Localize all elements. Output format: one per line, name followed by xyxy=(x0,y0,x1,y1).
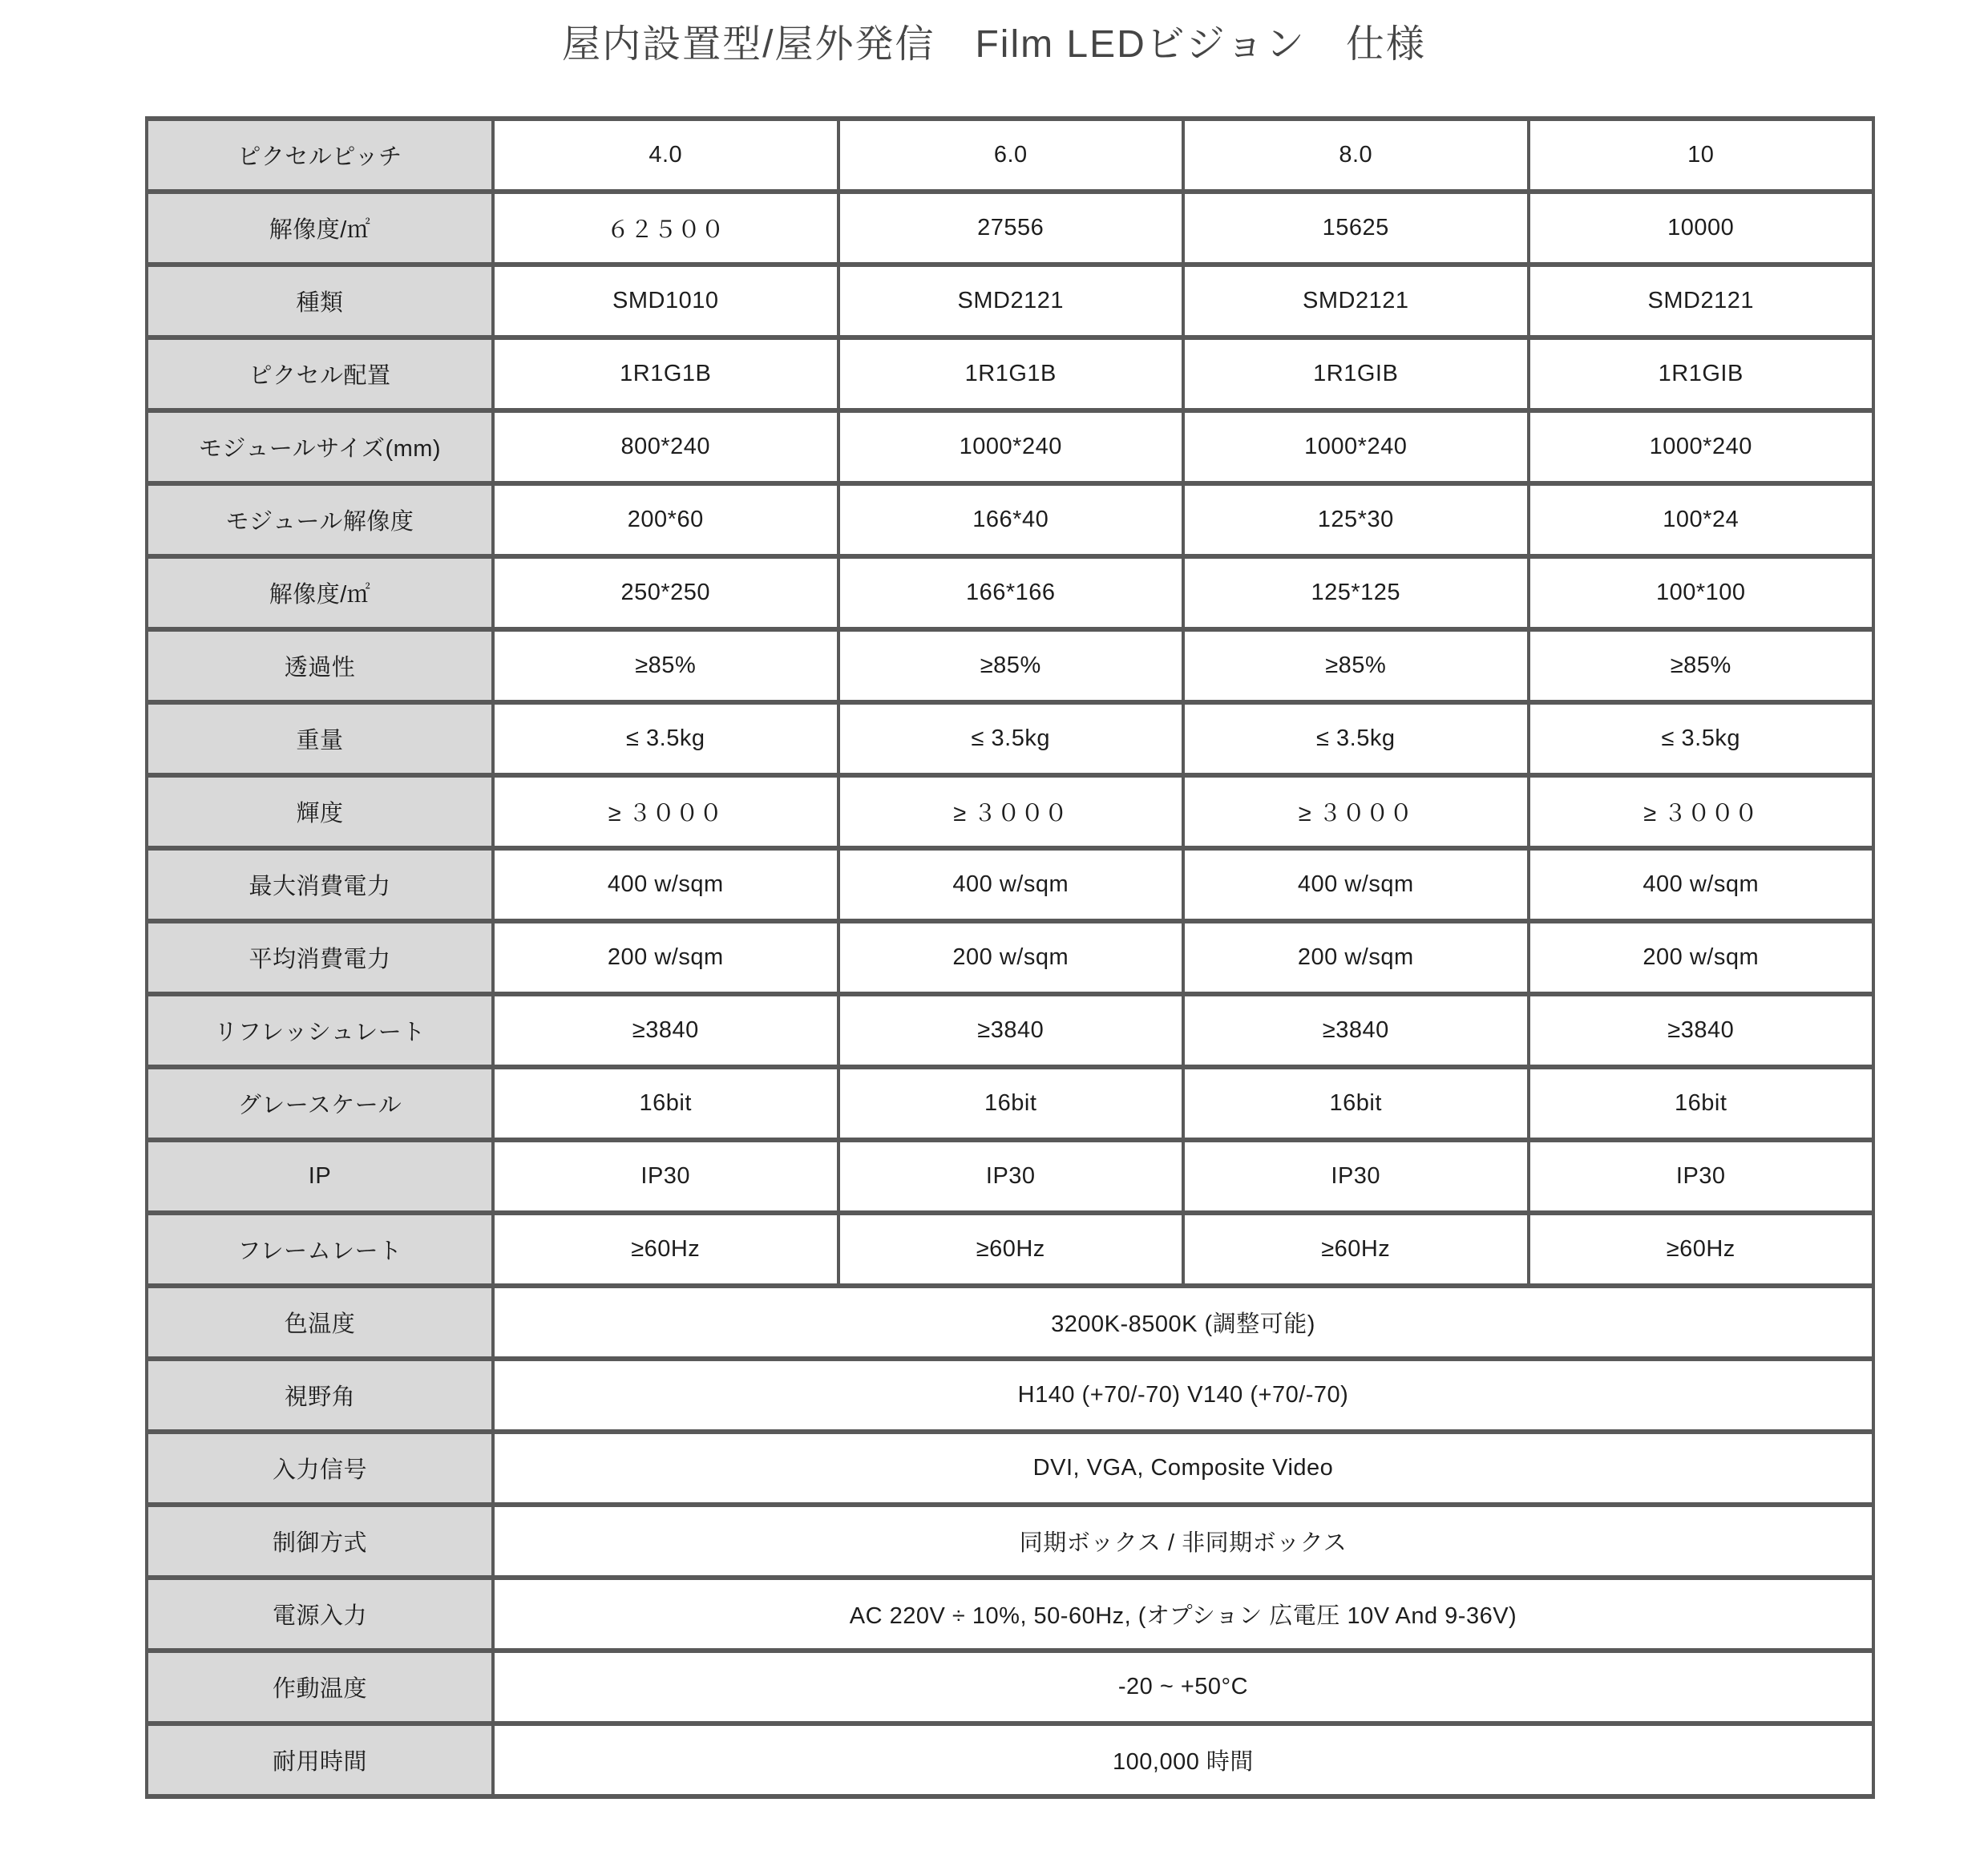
row-label: 解像度/㎡ xyxy=(147,192,493,265)
table-row xyxy=(147,848,1873,921)
row-label: 輝度 xyxy=(147,775,493,848)
spec-value-merged: AC 220V ÷ 10%, 50-60Hz, (オプション 広電圧 10V And 9-36V) xyxy=(493,1578,1873,1651)
spec-value: 27556 xyxy=(838,192,1184,265)
spec-value-merged: 3200K-8500K (調整可能) xyxy=(493,1286,1873,1359)
row-label: 入力信号 xyxy=(147,1432,493,1505)
spec-value: 200*60 xyxy=(493,483,838,556)
row-label: 色温度 xyxy=(147,1286,493,1359)
spec-value: 200 w/sqm xyxy=(838,921,1184,994)
spec-value-merged: 同期ボックス / 非同期ボックス xyxy=(493,1505,1873,1578)
row-label: モジュール解像度 xyxy=(147,483,493,556)
spec-value: 250*250 xyxy=(493,556,838,629)
row-label: リフレッシュレート xyxy=(147,994,493,1067)
spec-value: ≥ ３０００ xyxy=(1529,775,1874,848)
spec-value: ≥3840 xyxy=(1183,994,1529,1067)
spec-value: ≤ 3.5kg xyxy=(1183,702,1529,775)
spec-value: ≥60Hz xyxy=(493,1213,838,1286)
table-row xyxy=(147,1432,1873,1505)
spec-value: ６２５００ xyxy=(493,192,838,265)
spec-value: 400 w/sqm xyxy=(1183,848,1529,921)
table-row xyxy=(147,994,1873,1067)
spec-value: ≥ ３０００ xyxy=(1183,775,1529,848)
spec-value: SMD2121 xyxy=(838,265,1184,337)
spec-value: 15625 xyxy=(1183,192,1529,265)
spec-value: IP30 xyxy=(1183,1140,1529,1213)
row-label: 最大消費電力 xyxy=(147,848,493,921)
spec-value: SMD2121 xyxy=(1529,265,1874,337)
table-row xyxy=(147,556,1873,629)
spec-value: 1000*240 xyxy=(1529,410,1874,483)
table-row xyxy=(147,410,1873,483)
spec-value: 1000*240 xyxy=(1183,410,1529,483)
table-row xyxy=(147,192,1873,265)
row-label: 作動温度 xyxy=(147,1651,493,1724)
spec-value: 16bit xyxy=(1529,1067,1874,1140)
spec-value: 200 w/sqm xyxy=(1183,921,1529,994)
spec-value: 1R1G1B xyxy=(493,337,838,410)
row-label: モジュールサイズ(mm) xyxy=(147,410,493,483)
table-row xyxy=(147,1578,1873,1651)
spec-value: 800*240 xyxy=(493,410,838,483)
spec-value: 166*40 xyxy=(838,483,1184,556)
spec-value: ≥3840 xyxy=(1529,994,1874,1067)
row-label: 重量 xyxy=(147,702,493,775)
table-row xyxy=(147,1140,1873,1213)
spec-value: 200 w/sqm xyxy=(493,921,838,994)
spec-value: 1R1GIB xyxy=(1183,337,1529,410)
spec-value: 200 w/sqm xyxy=(1529,921,1874,994)
row-label: 耐用時間 xyxy=(147,1724,493,1796)
spec-value: 166*166 xyxy=(838,556,1184,629)
spec-value: SMD1010 xyxy=(493,265,838,337)
spec-value: 100*24 xyxy=(1529,483,1874,556)
row-label: 種類 xyxy=(147,265,493,337)
spec-value: 16bit xyxy=(838,1067,1184,1140)
spec-value: 400 w/sqm xyxy=(493,848,838,921)
spec-value: 400 w/sqm xyxy=(838,848,1184,921)
spec-value: IP30 xyxy=(1529,1140,1874,1213)
spec-value: IP30 xyxy=(493,1140,838,1213)
spec-value: 100*100 xyxy=(1529,556,1874,629)
table-row xyxy=(147,921,1873,994)
table-row xyxy=(147,702,1873,775)
spec-value: 10 xyxy=(1529,119,1874,192)
table-row xyxy=(147,629,1873,702)
spec-value: 8.0 xyxy=(1183,119,1529,192)
spec-value: ≥60Hz xyxy=(1183,1213,1529,1286)
spec-value: 16bit xyxy=(1183,1067,1529,1140)
table-row xyxy=(147,1651,1873,1724)
spec-value: 1R1GIB xyxy=(1529,337,1874,410)
spec-value: 125*125 xyxy=(1183,556,1529,629)
row-label: 平均消費電力 xyxy=(147,921,493,994)
table-row xyxy=(147,775,1873,848)
row-label: 解像度/㎡ xyxy=(147,556,493,629)
spec-value: 6.0 xyxy=(838,119,1184,192)
row-label: 制御方式 xyxy=(147,1505,493,1578)
table-row xyxy=(147,119,1873,192)
spec-value: 125*30 xyxy=(1183,483,1529,556)
spec-value: SMD2121 xyxy=(1183,265,1529,337)
row-label: 透過性 xyxy=(147,629,493,702)
spec-value: IP30 xyxy=(838,1140,1184,1213)
spec-value: ≤ 3.5kg xyxy=(838,702,1184,775)
table-row xyxy=(147,1724,1873,1796)
spec-table xyxy=(145,116,1875,1799)
spec-value: 1R1G1B xyxy=(838,337,1184,410)
table-row xyxy=(147,1067,1873,1140)
spec-value: ≥ ３０００ xyxy=(838,775,1184,848)
spec-value: ≤ 3.5kg xyxy=(1529,702,1874,775)
spec-value: ≥85% xyxy=(1183,629,1529,702)
spec-value: ≥3840 xyxy=(838,994,1184,1067)
spec-value-merged: 100,000 時間 xyxy=(493,1724,1873,1796)
row-label: フレームレート xyxy=(147,1213,493,1286)
row-label: 電源入力 xyxy=(147,1578,493,1651)
spec-value: ≥60Hz xyxy=(1529,1213,1874,1286)
row-label: グレースケール xyxy=(147,1067,493,1140)
spec-value: ≥3840 xyxy=(493,994,838,1067)
spec-value: ≥85% xyxy=(838,629,1184,702)
spec-value: 16bit xyxy=(493,1067,838,1140)
spec-value: 4.0 xyxy=(493,119,838,192)
table-row xyxy=(147,337,1873,410)
table-row xyxy=(147,1286,1873,1359)
spec-value: ≥85% xyxy=(493,629,838,702)
spec-value: ≥85% xyxy=(1529,629,1874,702)
row-label: ピクセル配置 xyxy=(147,337,493,410)
spec-value-merged: H140 (+70/-70) V140 (+70/-70) xyxy=(493,1359,1873,1432)
spec-value-merged: -20 ~ +50°C xyxy=(493,1651,1873,1724)
page-title: 屋内設置型/屋外発信 Film LEDビジョン 仕様 xyxy=(562,23,1426,66)
table-row xyxy=(147,1359,1873,1432)
row-label: 視野角 xyxy=(147,1359,493,1432)
table-row xyxy=(147,483,1873,556)
table-row xyxy=(147,1213,1873,1286)
table-row xyxy=(147,1505,1873,1578)
spec-value: 10000 xyxy=(1529,192,1874,265)
spec-value: 400 w/sqm xyxy=(1529,848,1874,921)
row-label: IP xyxy=(147,1140,493,1213)
spec-value: ≥60Hz xyxy=(838,1213,1184,1286)
spec-value: ≤ 3.5kg xyxy=(493,702,838,775)
spec-value: ≥ ３０００ xyxy=(493,775,838,848)
row-label: ピクセルピッチ xyxy=(147,119,493,192)
spec-value-merged: DVI, VGA, Composite Video xyxy=(493,1432,1873,1505)
spec-value: 1000*240 xyxy=(838,410,1184,483)
table-row xyxy=(147,265,1873,337)
